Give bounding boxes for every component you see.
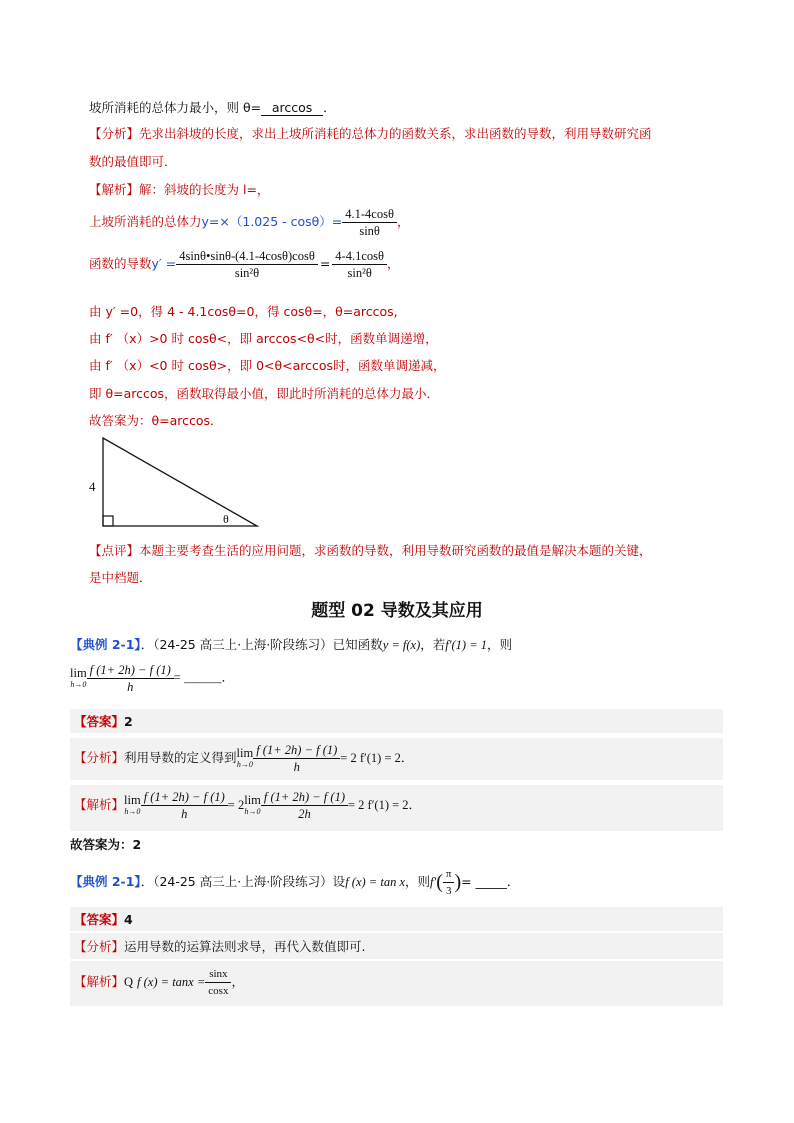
lim-text: lim — [70, 665, 87, 680]
example-2-solution — [74, 966, 244, 999]
numerator: f (1+ 2h) − f (1) — [87, 662, 174, 679]
step-1: 由 y′ =0，得 4 - 4.1cosθ=0，得 cosθ=，θ=arccos, — [89, 304, 398, 319]
analysis-tag: 【分析】 — [74, 939, 125, 954]
denominator: cosx — [208, 985, 229, 997]
condition-expr: f′(1) = 1 — [445, 638, 488, 652]
denominator: 2h — [298, 807, 311, 821]
denominator: h — [181, 807, 188, 821]
answer-line — [89, 98, 336, 116]
triangle-figure — [85, 436, 265, 532]
paren: ) — [454, 871, 462, 893]
text: ，若 — [420, 637, 446, 652]
example-2-answer — [74, 910, 133, 928]
lim-text: lim — [236, 745, 254, 760]
analysis-text: 运用导数的运算法则求导，再代入数值即可. — [124, 939, 366, 954]
text: ． — [323, 100, 336, 115]
triangle-shape — [103, 438, 257, 526]
solution-tag: 【解析】 — [74, 797, 125, 812]
function-expr: f (x) = tanx = — [137, 975, 206, 989]
lim-sub: h→0 — [244, 806, 261, 816]
numerator: 4-4.1cosθ — [332, 248, 387, 265]
answer-blank: = ______． — [173, 670, 234, 685]
denominator: h — [293, 760, 300, 774]
analysis-line — [89, 124, 652, 142]
numerator: f (1+ 2h) − f (1) — [141, 789, 228, 806]
example-2-stem — [70, 866, 519, 899]
fraction — [342, 206, 397, 239]
text: = — [319, 256, 331, 271]
numerator: f (1+ 2h) − f (1) — [261, 789, 348, 806]
limit-symbol — [124, 792, 141, 817]
example-1-stem — [70, 635, 512, 653]
answer-tag: 【答案】 — [74, 912, 125, 927]
answer-blank: arccos — [261, 100, 323, 116]
numerator: 4.1-4cosθ — [342, 206, 397, 223]
lim-sub: h→0 — [124, 806, 141, 816]
fraction — [332, 248, 387, 281]
angle-label: θ — [223, 512, 229, 526]
comment-text: 本题主要考查生活的应用问题，求函数的导数，利用导数研究函数的最值是解决本题的关键， — [139, 543, 652, 558]
side-label: 4 — [89, 479, 96, 494]
example-1-answer — [74, 712, 133, 730]
analysis-line-2: 数的最值即可． — [89, 154, 177, 169]
text: ，则 — [487, 637, 513, 652]
text: 上坡所消耗的总体力 — [89, 214, 202, 229]
solution-text: 解：斜坡的长度为 l=， — [139, 182, 270, 197]
limit-symbol — [70, 665, 87, 690]
comment-line-2: 是中档题． — [89, 570, 152, 585]
function-expr: f (x) = tan x — [345, 875, 405, 889]
result-text: = 2 f′(1) = 2． — [340, 751, 414, 765]
text: 函数的导数 — [89, 256, 152, 271]
solution-tag: 【解析】 — [89, 182, 140, 197]
solution-tag: 【解析】 — [74, 974, 125, 989]
comment-tag: 【点评】 — [89, 543, 140, 558]
fprime: f′ — [430, 875, 437, 889]
fraction — [261, 789, 348, 822]
analysis-tag: 【分析】 — [74, 750, 125, 765]
paren: ( — [436, 871, 443, 893]
limit-symbol — [236, 745, 254, 770]
fraction — [205, 966, 231, 999]
fraction — [141, 789, 228, 822]
answer-box — [70, 907, 723, 931]
denominator: sin²θ — [347, 266, 372, 280]
text: y=×（1.025 - cosθ）= — [201, 214, 343, 229]
example-1-solution — [74, 789, 421, 822]
answer-box — [70, 709, 723, 733]
text: ，则 — [405, 874, 431, 889]
step-4: 即 θ=arccos，函数取得最小值，即此时所消耗的总体力最小． — [89, 386, 440, 401]
analysis-tag: 【分析】 — [89, 126, 140, 141]
lim-text: lim — [244, 792, 261, 807]
lim-sub: h→0 — [70, 679, 87, 689]
example-1-limit — [70, 662, 234, 695]
answer-blank: = _____． — [461, 874, 520, 889]
answer-value: 2 — [124, 714, 133, 729]
analysis-text: 先求出斜坡的长度，求出上坡所消耗的总体力的函数关系，求出函数的导数，利用导数研究函 — [139, 126, 652, 141]
example-tag: 【典例 2-1】 — [70, 874, 141, 889]
text: Q — [124, 975, 134, 989]
text: 坡所消耗的总体力最小，则 θ= — [89, 100, 262, 115]
source-text: ．（24-25 高三上·上海·阶段练习）已知函数 — [140, 637, 383, 652]
lim-text: lim — [124, 792, 141, 807]
denominator: sinθ — [359, 224, 380, 238]
work-formula — [89, 206, 409, 239]
text: ， — [231, 974, 244, 989]
right-angle-mark — [103, 516, 113, 526]
example-tag: 【典例 2-1】 — [70, 637, 141, 652]
fraction — [87, 662, 174, 695]
limit-symbol — [244, 792, 261, 817]
text: = 2 — [227, 798, 245, 812]
fraction — [443, 866, 455, 899]
numerator: sinx — [205, 966, 231, 983]
answer-value: 4 — [124, 912, 133, 927]
text: ， — [396, 214, 410, 229]
numerator: π — [443, 866, 455, 883]
source-text: ．（24-25 高三上·上海·阶段练习）设 — [140, 874, 346, 889]
lim-sub: h→0 — [236, 759, 253, 769]
fraction — [253, 742, 340, 775]
answer-tag: 【答案】 — [74, 714, 125, 729]
derivative-formula — [89, 248, 400, 281]
solution-line — [89, 180, 269, 198]
comment-line — [89, 541, 652, 559]
text: ， — [387, 256, 400, 271]
analysis-text: 利用导数的定义得到 — [124, 750, 237, 765]
denominator: 3 — [445, 885, 452, 897]
text: y′ = — [151, 256, 177, 271]
example-1-analysis — [74, 742, 413, 775]
result-text: = 2 f′(1) = 2． — [347, 798, 422, 812]
section-title: 题型 02 导数及其应用 — [311, 601, 483, 621]
fraction — [176, 248, 318, 281]
numerator: f (1+ 2h) − f (1) — [253, 742, 340, 759]
step-3: 由 f′ （x）<0 时 cosθ>，即 0<θ<arccos时，函数单调递减， — [89, 358, 446, 373]
denominator: h — [127, 680, 134, 694]
example-2-analysis — [74, 937, 366, 955]
function-expr: y = f(x) — [382, 638, 421, 652]
denominator: sin²θ — [234, 266, 260, 280]
step-2: 由 f′ （x）>0 时 cosθ<，即 arccos<θ<时，函数单调递增， — [89, 331, 438, 346]
final-answer: 故答案为：θ=arccos． — [89, 413, 223, 428]
example-1-final: 故答案为：2 — [70, 837, 142, 852]
numerator: 4sinθ•sinθ-(4.1-4cosθ)cosθ — [176, 248, 318, 265]
